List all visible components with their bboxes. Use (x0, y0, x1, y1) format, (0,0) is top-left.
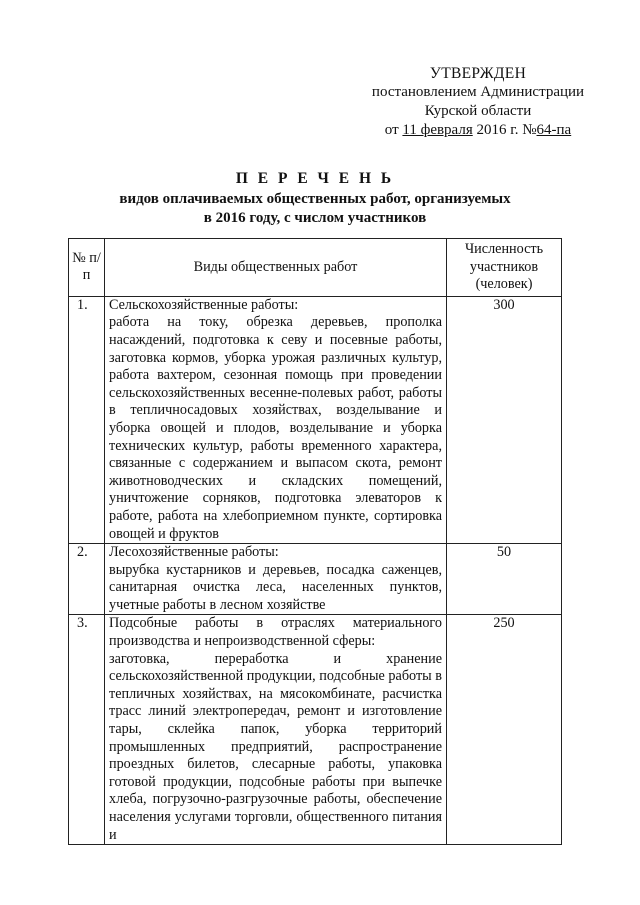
header-count: Численность участников (человек) (447, 239, 562, 297)
row-description: вырубка кустарников и деревьев, посадка саженцев, санитарная очистка леса, населенных пунктов, учетные работы в лесном хозяйстве (109, 561, 442, 613)
document-subtitle-line-1: видов оплачиваемых общественных работ, организуемых (119, 191, 511, 207)
row-work (105, 544, 447, 615)
row-description: заготовка, переработка и хранение сельскохозяйственной продукции, подсобные работы в тепличных хозяйствах, на мясокомбинате, расчистка трасс линий электропередач, ремонт и изготовление тары, склейка папок, уборка территорий промышленных предприятий, распространение проездных билетов, слесарные работы, упаковка готовой продукции, подсобные работы при выпечке хлеба, погрузочно-разгрузочные работы, обеспечение населения услугами торговли, общественного питания и (109, 650, 442, 843)
row-category: Сельскохозяйственные работы: (109, 296, 299, 313)
row-num: 2. (69, 544, 105, 615)
approval-title: УТВЕРЖДЕН (429, 65, 527, 82)
header-num: № п/п (69, 239, 105, 297)
row-category: Лесохозяйственные работы: (109, 544, 279, 561)
approval-line-2: Курской области (424, 103, 532, 119)
table-row (69, 296, 562, 543)
approval-block (348, 64, 608, 140)
document-heading (60, 168, 570, 228)
row-count: 250 (447, 615, 562, 845)
approval-date-day-month: 11 февраля (402, 122, 473, 138)
approval-date-line (348, 121, 608, 140)
header-name: Виды общественных работ (105, 239, 447, 297)
row-count: 50 (447, 544, 562, 615)
row-num: 1. (69, 296, 105, 543)
approval-line-1: постановлением Администрации (371, 84, 585, 100)
row-category: Подсобные работы в отраслях материального производства и непроизводственной сферы: (109, 615, 442, 650)
approval-doc-number: 64-па (536, 122, 572, 138)
row-description: работа на току, обрезка деревьев, прополка насаждений, подготовка к севу и посевные работы, заготовка кормов, уборка урожая различных культур, работа вахтером, сезонная помощь при проведении сельскохозяйственных весенне-полевых работ, работы в тепличносадовых хозяйствах, возделывание и уборка овощей и плодов, возделывание и уборка технических культур, работы временного характера, связанные с содержанием и выпасом скота, ремонт животноводческих и складских помещений, уничтожение сорняков, подготовка элеваторов к работе, работа на хлебоприемном пункте, сортировка овощей и фруктов (109, 314, 442, 542)
approval-date-year: 2016 г. № (476, 122, 537, 138)
works-table (68, 238, 562, 845)
table-row (69, 615, 562, 845)
approval-date-prefix: от (384, 122, 399, 138)
document-subtitle-line-2: в 2016 году, с числом участников (203, 210, 427, 226)
row-count: 300 (447, 296, 562, 543)
table-header-row (69, 239, 562, 297)
row-work (105, 296, 447, 543)
row-num: 3. (69, 615, 105, 845)
table-row (69, 544, 562, 615)
document-title: П Е Р Е Ч Е Н Ь (235, 170, 395, 187)
row-work (105, 615, 447, 845)
